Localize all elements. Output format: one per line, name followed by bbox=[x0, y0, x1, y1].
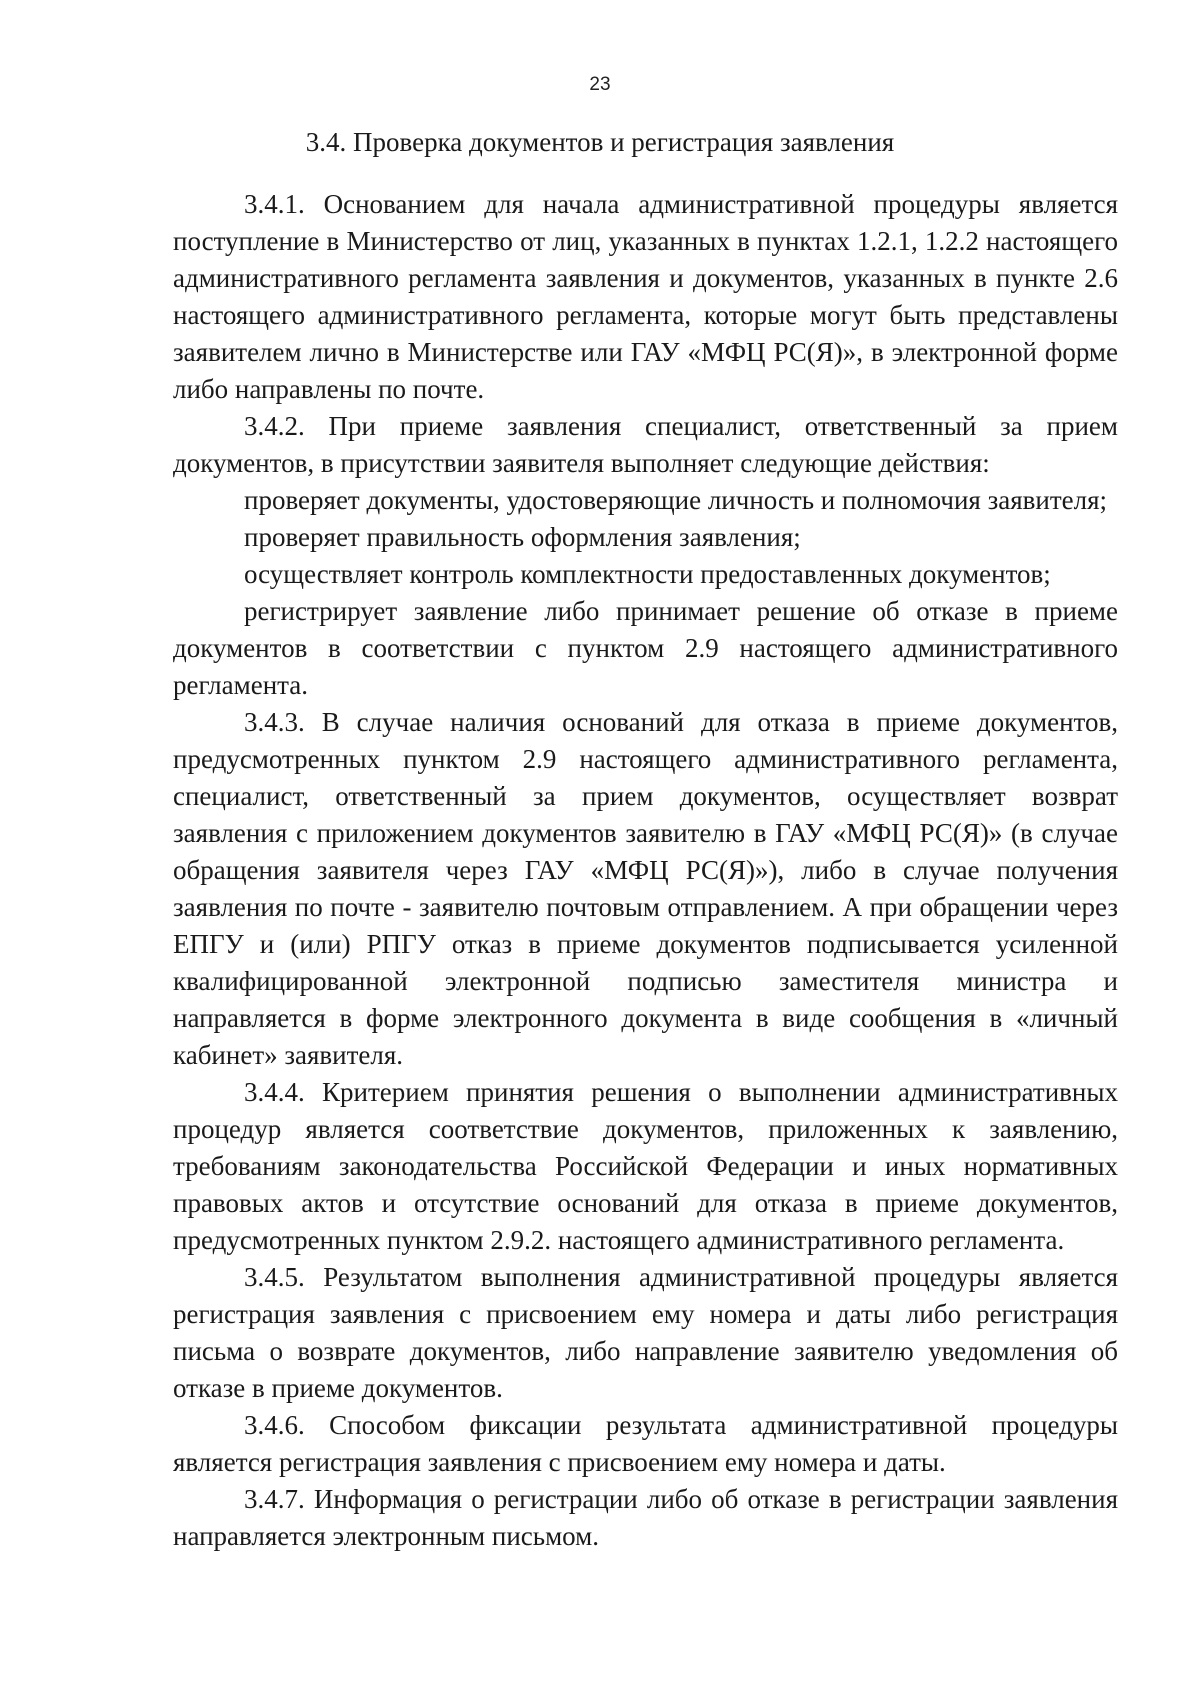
paragraph-3-4-3: 3.4.3. В случае наличия оснований для отказа в приеме документов, предусмотренных пунктом 2.9 настоящего административного регламента, специалист, ответственный за прием документов, осуществляет возврат заявления с приложением документов заявителю в ГАУ «МФЦ РС(Я)» (в случае обращения заявителя через ГАУ «МФЦ РС(Я)»), либо в случае получения заявления по почте - заявителю почтовым отправлением. А при обращении через ЕПГУ и (или) РПГУ отказ в приеме документов подписывается усиленной квалифицированной электронной подписью заместителя министра и направляется в форме электронного документа в виде сообщения в «личный кабинет» заявителя. bbox=[173, 707, 1118, 1070]
paragraph-3-4-2: 3.4.2. При приеме заявления специалист, ответственный за прием документов, в присутствии заявителя выполняет следующие действия: bbox=[173, 411, 1118, 478]
paragraph-3-4-5: 3.4.5. Результатом выполнения административной процедуры является регистрация заявления с присвоением ему номера и даты либо регистрация письма о возврате документов, либо направление заявителю уведомления об отказе в приеме документов. bbox=[173, 1262, 1118, 1403]
list-item-completeness-check: осуществляет контроль комплектности предоставленных документов; bbox=[244, 559, 1051, 589]
paragraph-3-4-1: 3.4.1. Основанием для начала административной процедуры является поступление в Министерство от лиц, указанных в пунктах 1.2.1, 1.2.2 настоящего административного регламента заявления и документов, указанных в пункте 2.6 настоящего административного регламента, которые могут быть представлены заявителем лично в Министерстве или ГАУ «МФЦ РС(Я)», в электронной форме либо направлены по почте. bbox=[173, 189, 1118, 404]
section-title: 3.4. Проверка документов и регистрация заявления bbox=[305, 127, 895, 157]
list-item-registration: регистрирует заявление либо принимает решение об отказе в приеме документов в соответствии с пунктом 2.9 настоящего административного регламента. bbox=[173, 596, 1118, 700]
list-item-identity-check: проверяет документы, удостоверяющие личность и полномочия заявителя; bbox=[244, 485, 1108, 515]
document-body bbox=[173, 186, 1118, 1555]
page-number: 23 bbox=[589, 74, 611, 95]
list-item-form-check: проверяет правильность оформления заявления; bbox=[244, 522, 801, 552]
paragraph-3-4-4: 3.4.4. Критерием принятия решения о выполнении административных процедур является соответствие документов, приложенных к заявлению, требованиям законодательства Российской Федерации и иных нормативных правовых актов и отсутствие оснований для отказа в приеме документов, предусмотренных пунктом 2.9.2. настоящего административного регламента. bbox=[173, 1077, 1118, 1255]
paragraph-3-4-6: 3.4.6. Способом фиксации результата административной процедуры является регистрация заявления с присвоением ему номера и даты. bbox=[173, 1410, 1118, 1477]
paragraph-3-4-7: 3.4.7. Информация о регистрации либо об отказе в регистрации заявления направляется электронным письмом. bbox=[173, 1484, 1118, 1551]
